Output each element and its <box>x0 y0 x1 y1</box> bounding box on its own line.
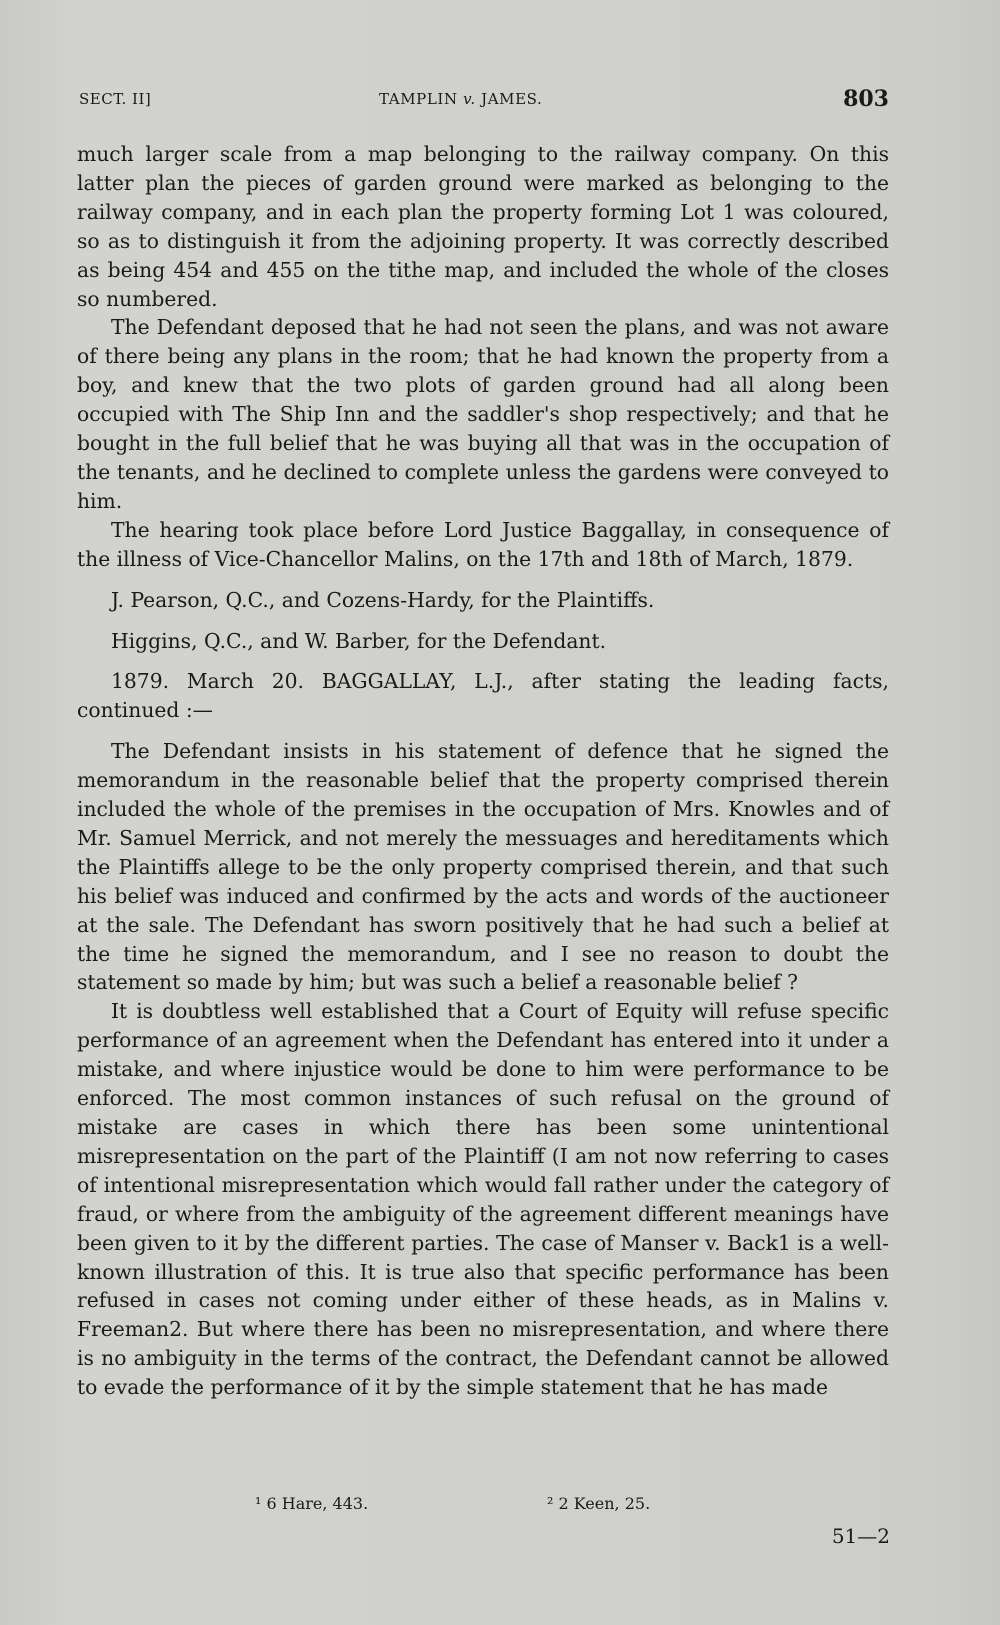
paragraph-judgment-1: The Defendant insists in his statement of defence that he signed the memorandum in the reasonable belief that the property comprised therein included the whole of the premises in the occupation of Mrs. Knowles and of Mr. Samuel Merrick, and not merely the messuages and hereditaments which the Plaintiffs allege to be the only property comprised therein, and that such his belief was induced and confirmed by the acts and words of the auctioneer at the sale. The Defendant has sworn positively that he had such a belief at the time he signed the memorandum, and I see no reason to doubt the statement so made by him; but was such a belief a reasonable belief ? <box>77 739 889 995</box>
counsel-plaintiffs: J. Pearson, Q.C., and Cozens-Hardy, for the Plaintiffs. <box>111 587 655 612</box>
judgment-intro: 1879. March 20. BAGGALLAY, L.J., after stating the leading facts, continued :— <box>77 669 889 723</box>
case-title <box>379 90 542 108</box>
section-label: SECT. II] <box>79 90 152 108</box>
signature-mark: 51—2 <box>831 1524 890 1548</box>
paragraph-1: much larger scale from a map belonging to the railway company. On this latter plan the pieces of garden ground were marked as belonging to the railway company, and in each plan the property forming Lot 1 was coloured, so as to distinguish it from the adjoining property. It was correctly described as being 454 and 455 on the tithe map, and included the whole of the closes so numbered. <box>77 142 889 311</box>
running-head <box>79 86 889 116</box>
case-title-v: v. <box>463 90 476 108</box>
footnote-1: ¹ 6 Hare, 443. <box>255 1494 369 1513</box>
page-number: 803 <box>843 86 889 112</box>
case-title-right: JAMES. <box>481 90 543 108</box>
paragraph-3: The hearing took place before Lord Justice Baggallay, in consequence of the illness of Vice-Chancellor Malins, on the 17th and 18th of March, 1879. <box>77 517 889 571</box>
footnote-2: ² 2 Keen, 25. <box>547 1494 651 1513</box>
paragraph-judgment-2: It is doubtless well established that a Court of Equity will refuse specific performance of an agreement when the Defendant has entered into it under a mistake, and where injustice would be done to him were performance to be enforced. The most common instances of such refusal on the ground of mistake are cases in which there has been some unintentional misrepresentation on the part of the Plaintiff (I am not now referring to cases of intentional misrepresentation which would fall rather under the category of fraud, or where from the ambiguity of the agreement different meanings have been given to it by the different parties. The case of Manser v. Back1 is a well-known illustration of this. It is true also that specific performance has been refused in cases not coming under either of these heads, as in Malins v. Freeman2. But where there has been no misrepresentation, and where there is no ambiguity in the terms of the contract, the Defendant cannot be allowed to evade the performance of it by the simple statement that he has made <box>77 999 889 1400</box>
footnotes <box>77 1494 889 1518</box>
case-title-left: TAMPLIN <box>379 90 458 108</box>
body-text <box>77 140 889 1402</box>
paragraph-2: The Defendant deposed that he had not seen the plans, and was not aware of there being any plans in the room; that he had known the property from a boy, and knew that the two plots of garden ground had all along been occupied with The Ship Inn and the saddler's shop respectively; and that he bought in the full belief that he was buying all that was in the occupation of the tenants, and he declined to complete unless the gardens were conveyed to him. <box>77 315 889 513</box>
counsel-defendant: Higgins, Q.C., and W. Barber, for the Defendant. <box>111 628 607 653</box>
